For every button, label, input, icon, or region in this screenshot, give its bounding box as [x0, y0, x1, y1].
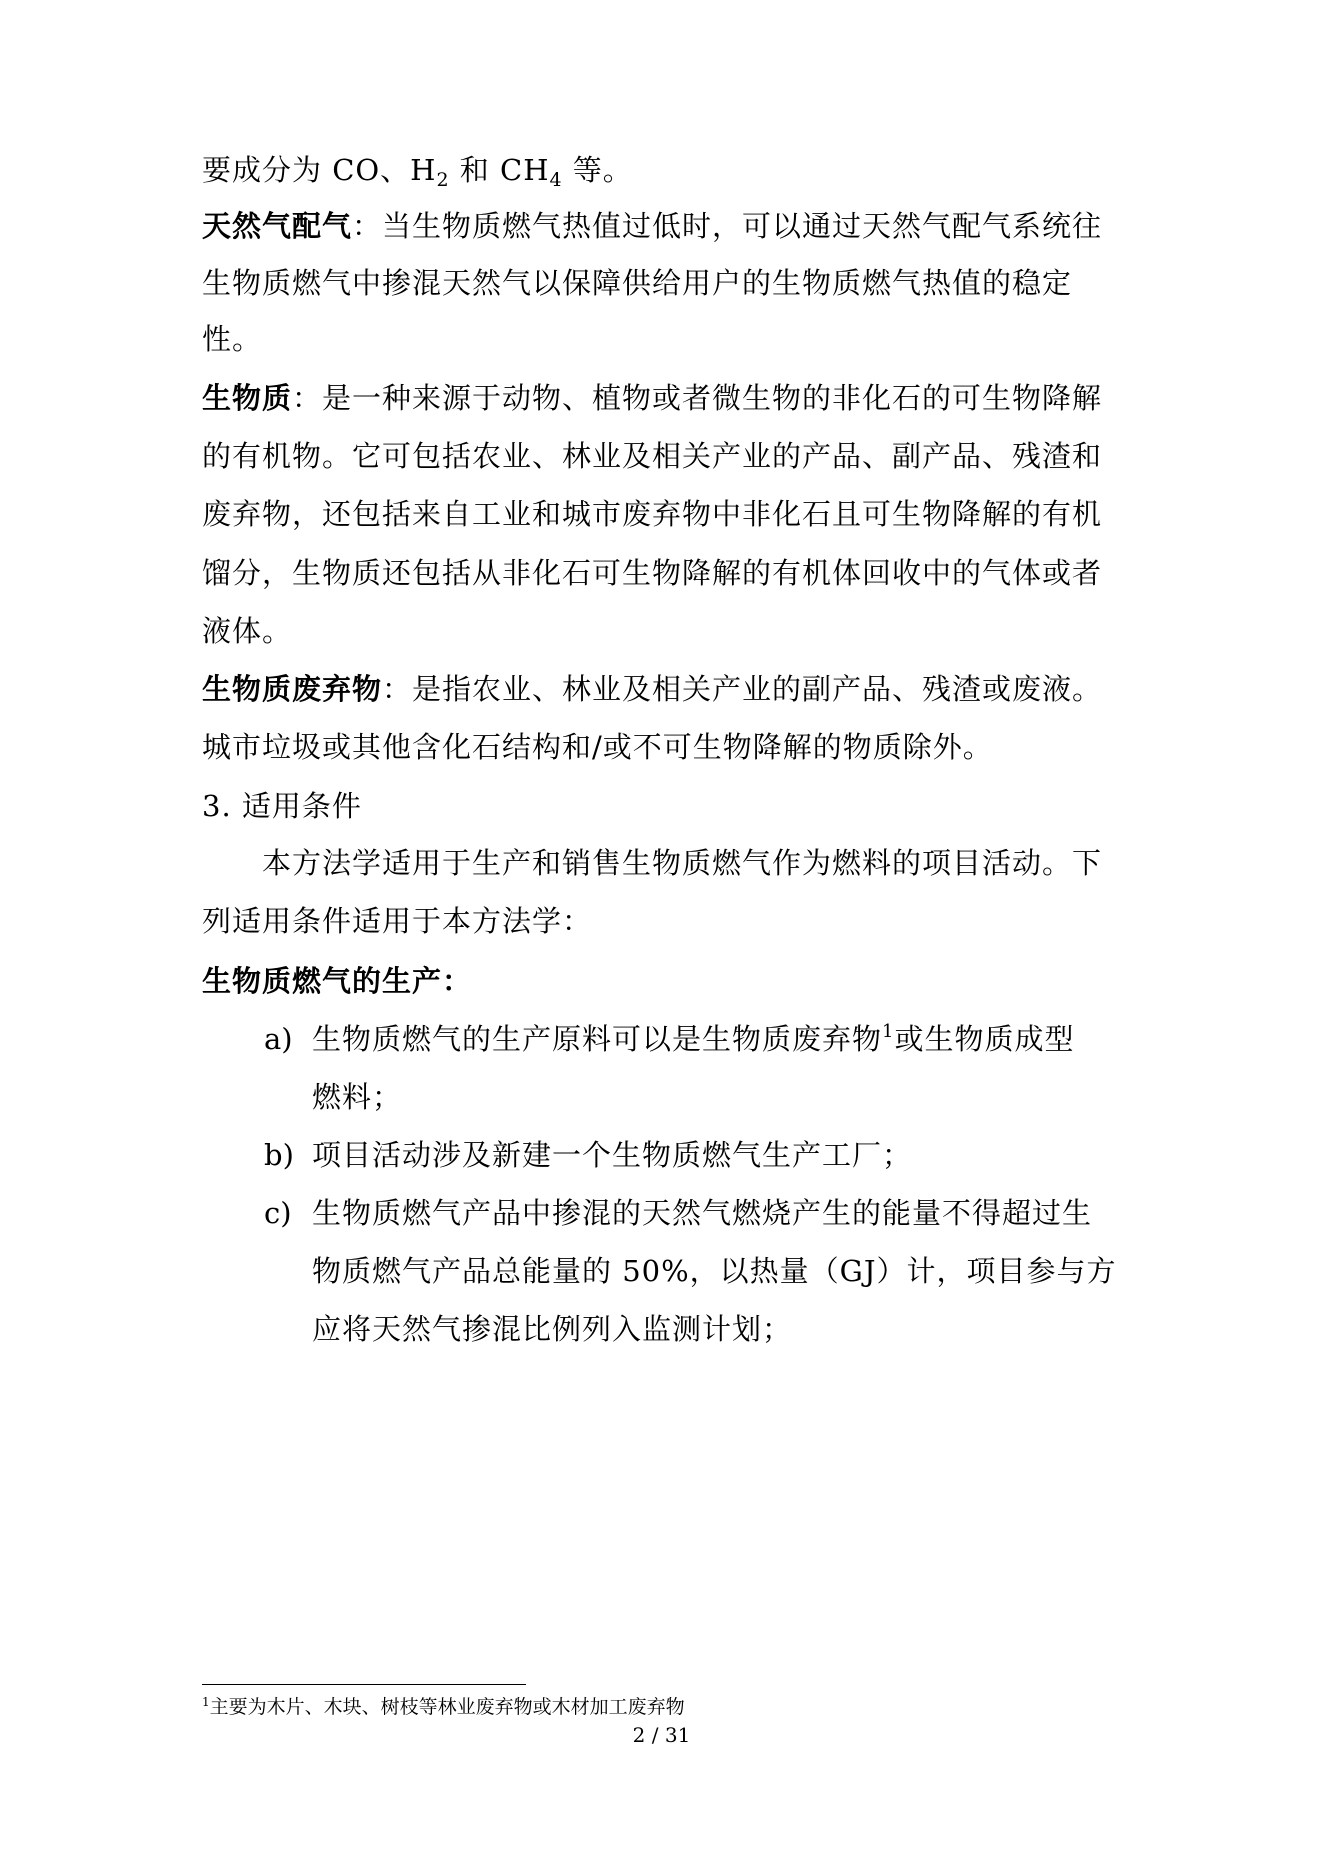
text-line: 的有机物。它可包括农业、林业及相关产业的产品、副产品、残渣和: [202, 439, 1103, 473]
list-item-continuation: 应将天然气掺混比例列入监测计划；: [312, 1312, 793, 1346]
footnote-text: 主要为木片、木块、树枝等林业废弃物或木材加工废弃物: [209, 1696, 685, 1718]
definition-biomass-waste: [202, 669, 1132, 709]
section-heading: 3. 适用条件: [202, 789, 362, 823]
subsection-heading: 生物质燃气的生产：: [202, 964, 473, 998]
list-item: [312, 1019, 1132, 1059]
list-item-continuation: 燃料；: [312, 1080, 403, 1114]
footnote: [202, 1694, 685, 1720]
text-line: 城市垃圾或其他含化石结构和/或不可生物降解的物质除外。: [202, 730, 993, 764]
list-item: 项目活动涉及新建一个生物质燃气生产工厂；: [312, 1138, 913, 1172]
term-label: 生物质废弃物: [202, 672, 383, 706]
footnote-divider: [202, 1684, 526, 1685]
list-item-label: c): [264, 1196, 292, 1230]
subscript: 2: [436, 169, 450, 191]
text-span: ：是一种来源于动物、植物或者微生物的非化石的可生物降解: [292, 381, 1103, 415]
page-number: 2 / 31: [632, 1723, 691, 1747]
list-item-label: a): [264, 1022, 293, 1056]
definition-natural-gas: [202, 206, 1132, 246]
text-line: 废弃物，还包括来自工业和城市废弃物中非化石且可生物降解的有机: [202, 497, 1103, 531]
text-line: 生物质燃气中掺混天然气以保障供给用户的生物质燃气热值的稳定: [202, 266, 1073, 300]
text-span: 和 CH: [449, 153, 550, 187]
footnote-marker: 1: [882, 1021, 895, 1042]
text-line: 馏分，生物质还包括从非化石可生物降解的有机体回收中的气体或者: [202, 556, 1103, 590]
text-span: 或生物质成型: [894, 1022, 1075, 1056]
term-label: 天然气配气: [202, 209, 353, 243]
text-line: 性。: [202, 322, 263, 356]
text-span: ：当生物质燃气热值过低时，可以通过天然气配气系统往: [352, 209, 1103, 243]
text-line: 液体。: [202, 614, 293, 648]
footnote-marker: 1: [202, 1695, 210, 1709]
text-line: [202, 150, 1132, 190]
list-item-continuation: 物质燃气产品总能量的 50%，以热量（GJ）计，项目参与方: [312, 1254, 1117, 1288]
text-span: 要成分为 CO、H: [202, 153, 437, 187]
list-item-label: b): [264, 1138, 294, 1172]
definition-biomass: [202, 378, 1132, 418]
text-span: 生物质燃气的生产原料可以是生物质废弃物: [312, 1022, 883, 1056]
text-line: 列适用条件适用于本方法学：: [202, 904, 593, 938]
text-span: 等。: [562, 153, 633, 187]
paragraph-line: 本方法学适用于生产和销售生物质燃气作为燃料的项目活动。下: [262, 846, 1103, 880]
list-item: 生物质燃气产品中掺混的天然气燃烧产生的能量不得超过生: [312, 1196, 1093, 1230]
text-span: ：是指农业、林业及相关产业的副产品、残渣或废液。: [382, 672, 1103, 706]
term-label: 生物质: [202, 381, 293, 415]
subscript: 4: [549, 169, 563, 191]
